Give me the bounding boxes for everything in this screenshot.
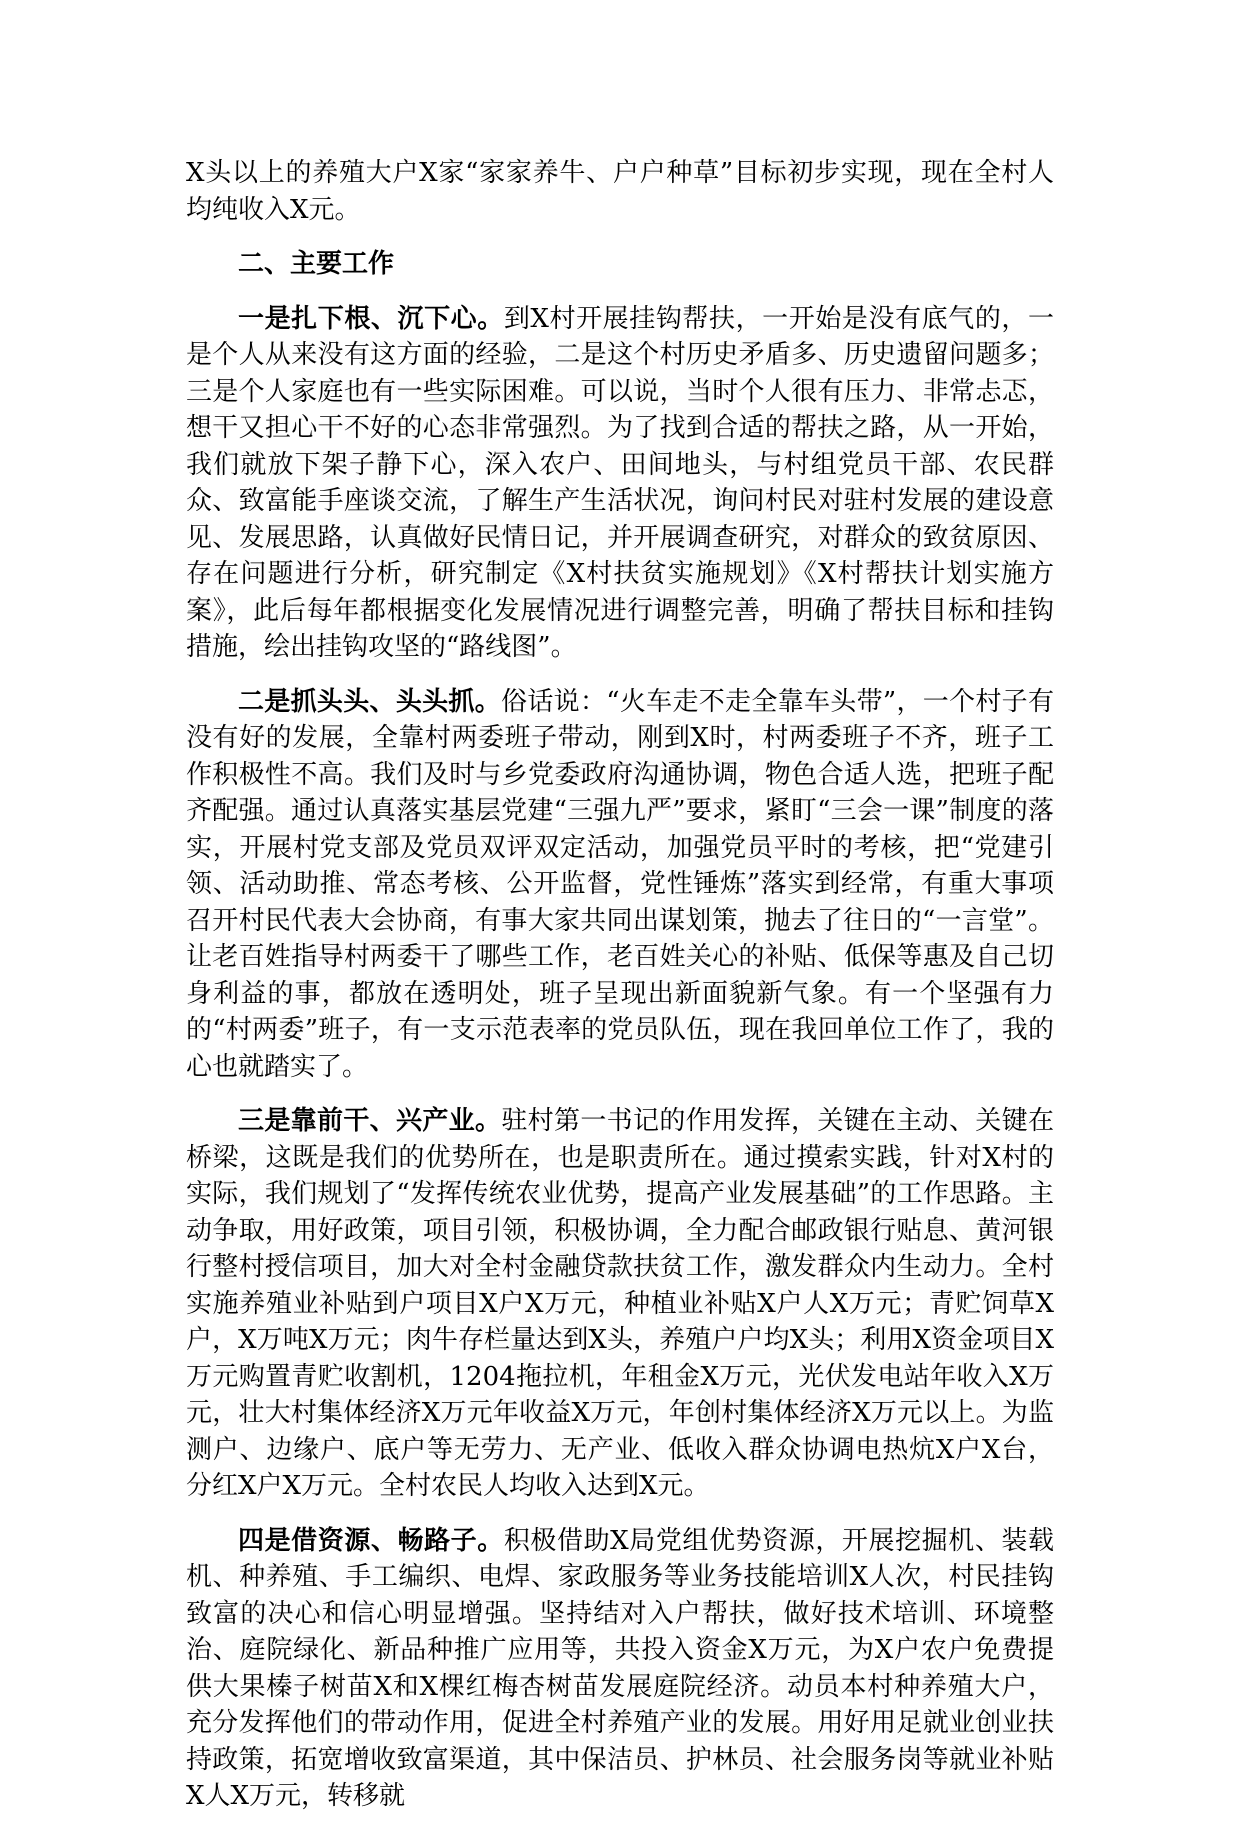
paragraph-one bbox=[186, 301, 1054, 666]
paragraph-body: 到X村开展挂钩帮扶，一开始是没有底气的，一是个人从来没有这方面的经验，二是这个村历史矛盾多、历史遗留问题多；三是个人家庭也有一些实际困难。可以说，当时个人很有压力、非常忐忑，想干又担心干不好的心态非常强烈。为了找到合适的帮扶之路，从一开始，我们就放下架子静下心，深入农户、田间地头，与村组党员干部、农民群众、致富能手座谈交流，了解生产生活状况，询问村民对驻村发展的建设意见、发展思路，认真做好民情日记，并开展调查研究，对群众的致贫原因、存在问题进行分析，研究制定《X村扶贫实施规划》《X村帮扶计划实施方案》，此后每年都根据变化发展情况进行调整完善，明确了帮扶目标和挂钩措施，绘出挂钩攻坚的“路线图”。 bbox=[186, 303, 1054, 662]
paragraph-three bbox=[186, 1103, 1054, 1505]
paragraph-lead: 二是抓头头、头头抓。 bbox=[238, 686, 502, 717]
intro-paragraph: X头以上的养殖大户X家“家家养牛、户户种草”目标初步实现，现在全村人均纯收入X元。 bbox=[186, 158, 1054, 225]
document-page bbox=[186, 155, 1054, 1833]
paragraph-body: 驻村第一书记的作用发挥，关键在主动、关键在桥梁，这既是我们的优势所在，也是职责所在。通过摸索实践，针对X村的实际，我们规划了“发挥传统农业优势，提高产业发展基础”的工作思路。主动争取，用好政策，项目引领，积极协调，全力配合邮政银行贴息、黄河银行整村授信项目，加大对全村金融贷款扶贫工作，激发群众内生动力。全村实施养殖业补贴到户项目X户X万元，种植业补贴X户人X万元；青贮饲草X户，X万吨X万元；肉牛存栏量达到X头，养殖户户均X头；利用X资金项目X万元购置青贮收割机，1204拖拉机，年租金X万元，光伏发电站年收入X万元，壮大村集体经济X万元年收益X万元，年创村集体经济X万元以上。为监测户、边缘户、底户等无劳力、无产业、低收入群众协调电热炕X户X台，分红X户X万元。全村农民人均收入达到X元。 bbox=[186, 1106, 1054, 1501]
paragraph-two bbox=[186, 684, 1054, 1086]
section-heading: 二、主要工作 bbox=[238, 249, 395, 279]
paragraph-body: 积极借助X局党组优势资源，开展挖掘机、装载机、种养殖、手工编织、电焊、家政服务等业务技能培训X人次，村民挂钩致富的决心和信心明显增强。坚持结对入户帮扶，做好技术培训、环境整治、庭院绿化、新品种推广应用等，共投入资金X万元，为X户农户免费提供大果榛子树苗X和X棵红梅杏树苗发展庭院经济。动员本村种养殖大户，充分发挥他们的带动作用，促进全村养殖产业的发展。用好用足就业创业扶持政策，拓宽增收致富渠道，其中保洁员、护林员、社会服务岗等就业补贴X人X万元，转移就 bbox=[186, 1525, 1054, 1811]
paragraph-lead: 一是扎下根、沉下心。 bbox=[238, 303, 504, 334]
paragraph-four bbox=[186, 1523, 1054, 1815]
paragraph-lead: 四是借资源、畅路子。 bbox=[238, 1525, 504, 1556]
paragraph-lead: 三是靠前干、兴产业。 bbox=[238, 1106, 502, 1136]
paragraph-body: 俗话说：“火车走不走全靠车头带”，一个村子有没有好的发展，全靠村两委班子带动，刚到X时，村两委班子不齐，班子工作积极性不高。我们及时与乡党委政府沟通协调，物色合适人选，把班子配齐配强。通过认真落实基层党建“三强九严”要求，紧盯“三会一课”制度的落实，开展村党支部及党员双评双定活动，加强党员平时的考核，把“党建引领、活动助推、常态考核、公开监督，党性锤炼”落实到经常，有重大事项召开村民代表大会协商，有事大家共同出谋划策，抛去了往日的“一言堂”。让老百姓指导村两委干了哪些工作，老百姓关心的补贴、低保等惠及自己切身利益的事，都放在透明处，班子呈现出新面貌新气象。有一个坚强有力的“村两委”班子，有一支示范表率的党员队伍，现在我回单位工作了，我的心也就踏实了。 bbox=[186, 686, 1054, 1082]
